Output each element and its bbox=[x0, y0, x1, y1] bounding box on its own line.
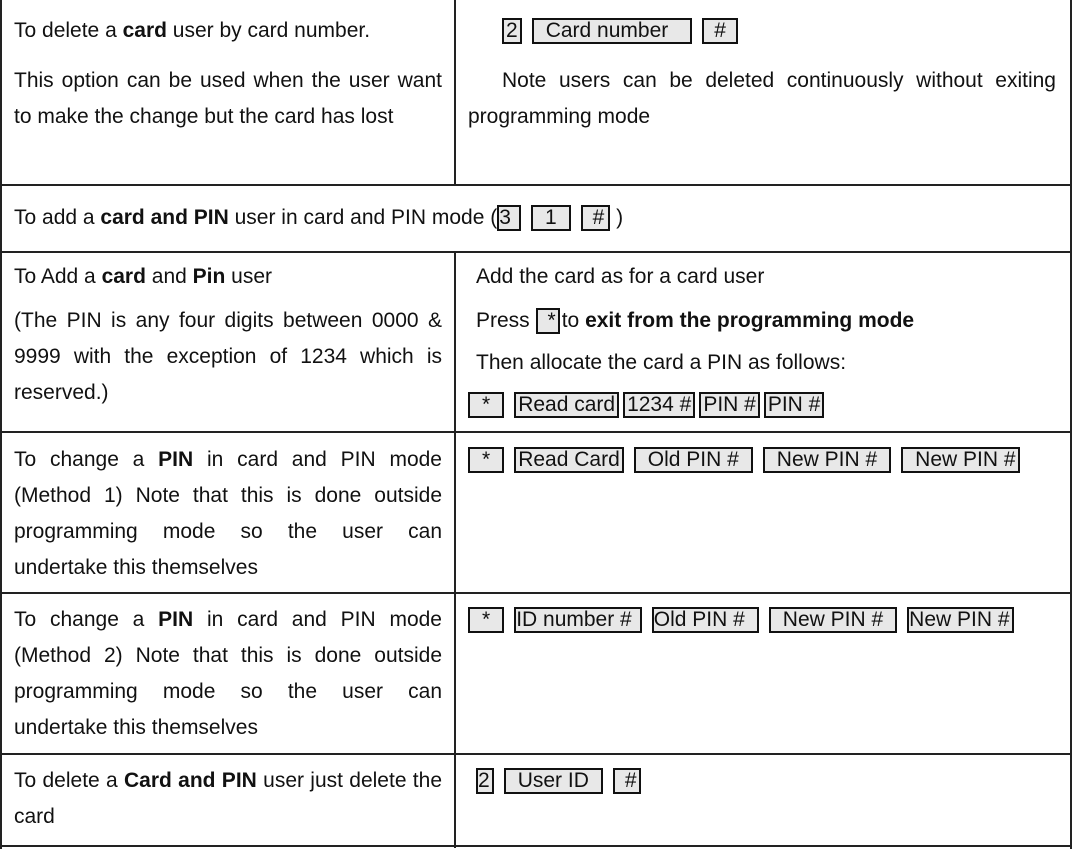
key-box: New PIN # bbox=[901, 447, 1019, 473]
column-divider bbox=[454, 252, 456, 848]
key-box: Card number bbox=[532, 18, 693, 44]
key-box: PIN # bbox=[699, 392, 760, 418]
key-box: 2 bbox=[476, 768, 494, 794]
key-box: 1 bbox=[531, 205, 571, 231]
key-box: Old PIN # bbox=[652, 607, 759, 633]
row-divider bbox=[1, 845, 1071, 847]
key-box: 2 bbox=[502, 18, 522, 44]
row-divider bbox=[1, 251, 1071, 253]
key-box: # bbox=[581, 205, 611, 231]
key-box: # bbox=[702, 18, 738, 44]
key-box: User ID bbox=[504, 768, 603, 794]
section-header-card-pin: To add a card and PIN user in card and PIN mode (3 1 # ) bbox=[14, 206, 624, 230]
row-delete-card-pin-right bbox=[476, 763, 651, 799]
key-box: ID number # bbox=[514, 607, 642, 633]
key-box: * bbox=[468, 447, 504, 473]
row-divider bbox=[1, 592, 1071, 594]
key-box: PIN # bbox=[764, 392, 825, 418]
key-box: Read Card bbox=[514, 447, 624, 473]
key-box: * bbox=[536, 308, 560, 334]
key-box: 3 bbox=[497, 205, 521, 231]
key-box: Read card bbox=[514, 392, 619, 418]
key-box: 1234 # bbox=[623, 392, 695, 418]
table-border-right bbox=[1070, 0, 1072, 849]
key-box: # bbox=[613, 768, 641, 794]
row-add-card-pin-right: Add the card as for a card user Press * to exit from the programming mode Then allocate the card a PIN as follows: * Read card 1234 # PIN # PIN # bbox=[476, 259, 1066, 423]
row-divider bbox=[1, 753, 1071, 755]
key-box: New PIN # bbox=[907, 607, 1013, 633]
row-change-pin-method1-right bbox=[468, 442, 1030, 478]
table-border-left bbox=[0, 0, 2, 849]
key-box: * bbox=[468, 392, 504, 418]
column-divider bbox=[454, 0, 456, 186]
row-delete-card-pin-left: To delete a Card and PIN user just delete the card bbox=[14, 769, 443, 828]
row-change-pin-method2-left: To change a PIN in card and PIN mode (Method 2) Note that this is done outside programming mode so the user can undertake this themselves bbox=[14, 608, 442, 739]
row-delete-card-right: 2 Card number # Note users can be deleted continuously without exiting programming mode bbox=[468, 19, 1056, 128]
row-delete-card-left: To delete a card user by card number. This option can be used when the user want to make the change but the card has lost bbox=[14, 19, 442, 128]
row-add-card-pin-left: To Add a card and Pin user (The PIN is any four digits between 0000 & 9999 with the exception of 1234 which is reserved.) bbox=[14, 265, 442, 404]
row-change-pin-method1-left: To change a PIN in card and PIN mode (Method 1) Note that this is done outside programming mode so the user can undertake this themselves bbox=[14, 448, 442, 579]
key-box: * bbox=[468, 607, 504, 633]
key-box: Old PIN # bbox=[634, 447, 753, 473]
key-box: New PIN # bbox=[763, 447, 891, 473]
row-divider bbox=[1, 431, 1071, 433]
row-divider bbox=[1, 184, 1071, 186]
key-box: New PIN # bbox=[769, 607, 897, 633]
row-change-pin-method2-right bbox=[468, 602, 1024, 638]
